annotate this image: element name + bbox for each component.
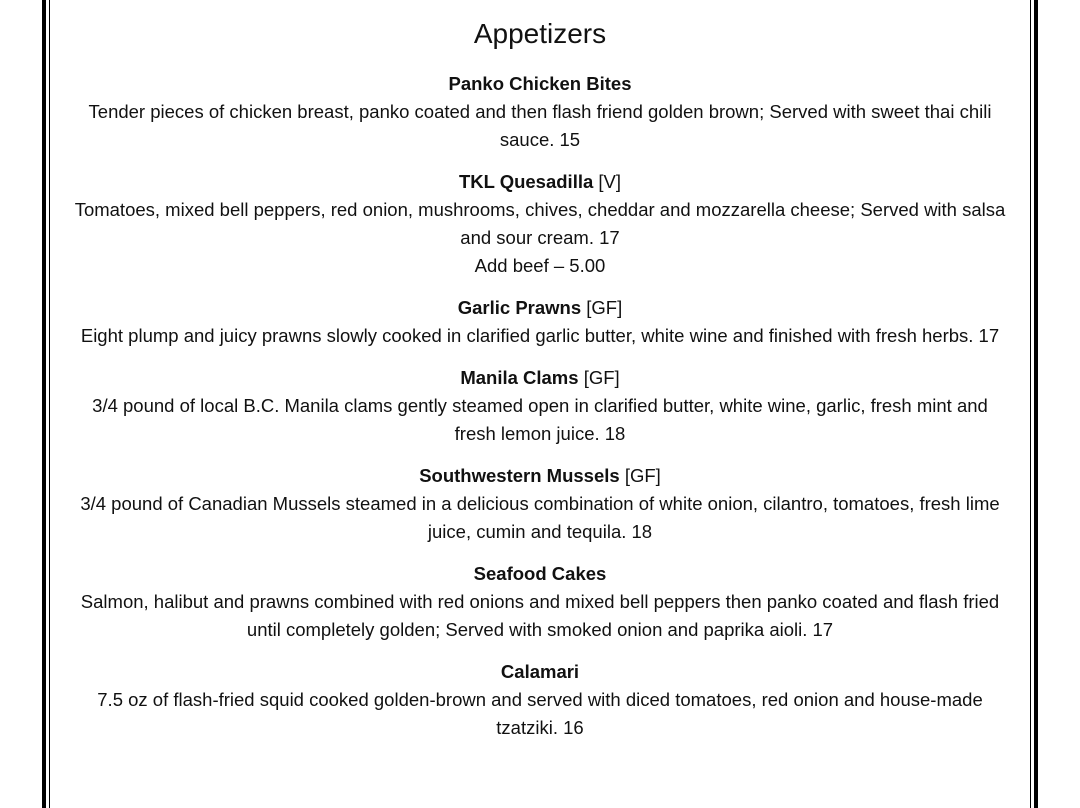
item-heading (70, 462, 1010, 490)
item-description: 3/4 pound of Canadian Mussels steamed in a delicious combination of white onion, cilantro, tomatoes, fresh lime juice, cumin and tequila. 18 (80, 493, 1000, 542)
item-add-on: Add beef – 5.00 (474, 255, 606, 276)
item-heading (70, 294, 1010, 322)
menu-item-southwestern-mussels (70, 462, 1010, 546)
item-heading (70, 658, 1010, 686)
item-heading (70, 168, 1010, 196)
menu-item-manila-clams (70, 364, 1010, 448)
item-description: Eight plump and juicy prawns slowly cooked in clarified garlic butter, white wine and finished with fresh herbs. 17 (80, 325, 1000, 346)
menu-item-seafood-cakes (70, 560, 1010, 644)
menu-item-panko-chicken-bites (70, 70, 1010, 154)
item-description: Salmon, halibut and prawns combined with red onions and mixed bell peppers then panko coated and flash fried until completely golden; Served with smoked onion and paprika aioli. 17 (80, 591, 1000, 640)
item-name: Panko Chicken Bites (448, 73, 632, 94)
menu-page (70, 14, 1010, 756)
item-heading (70, 364, 1010, 392)
item-name: TKL Quesadilla (458, 171, 594, 192)
item-heading (70, 70, 1010, 98)
item-dietary-tag: [GF] (583, 367, 620, 388)
item-dietary-tag: [GF] (624, 465, 661, 486)
item-description: Tender pieces of chicken breast, panko coated and then flash friend golden brown; Served with sweet thai chili sauce. 15 (88, 101, 992, 150)
page-border-right-inner (1030, 0, 1031, 808)
page-border-left-inner (49, 0, 50, 808)
menu-item-garlic-prawns (70, 294, 1010, 350)
item-name: Seafood Cakes (473, 563, 607, 584)
section-title: Appetizers (473, 18, 607, 49)
item-name: Garlic Prawns (457, 297, 582, 318)
item-dietary-tag: [GF] (586, 297, 623, 318)
item-dietary-tag: [V] (598, 171, 622, 192)
item-description: 7.5 oz of flash-fried squid cooked golden-brown and served with diced tomatoes, red onion and house-made tzatziki. 16 (97, 689, 983, 738)
menu-item-tkl-quesadilla (70, 168, 1010, 280)
item-heading (70, 560, 1010, 588)
menu-item-calamari (70, 658, 1010, 742)
page-border-right-outer (1034, 0, 1038, 808)
page-border-left-outer (42, 0, 46, 808)
item-name: Manila Clams (460, 367, 579, 388)
item-name: Southwestern Mussels (419, 465, 620, 486)
item-description: Tomatoes, mixed bell peppers, red onion, mushrooms, chives, cheddar and mozzarella cheese; Served with salsa and sour cream. 17 (74, 199, 1006, 248)
item-description: 3/4 pound of local B.C. Manila clams gently steamed open in clarified butter, white wine, garlic, fresh mint and fresh lemon juice. 18 (92, 395, 988, 444)
item-name: Calamari (500, 661, 580, 682)
